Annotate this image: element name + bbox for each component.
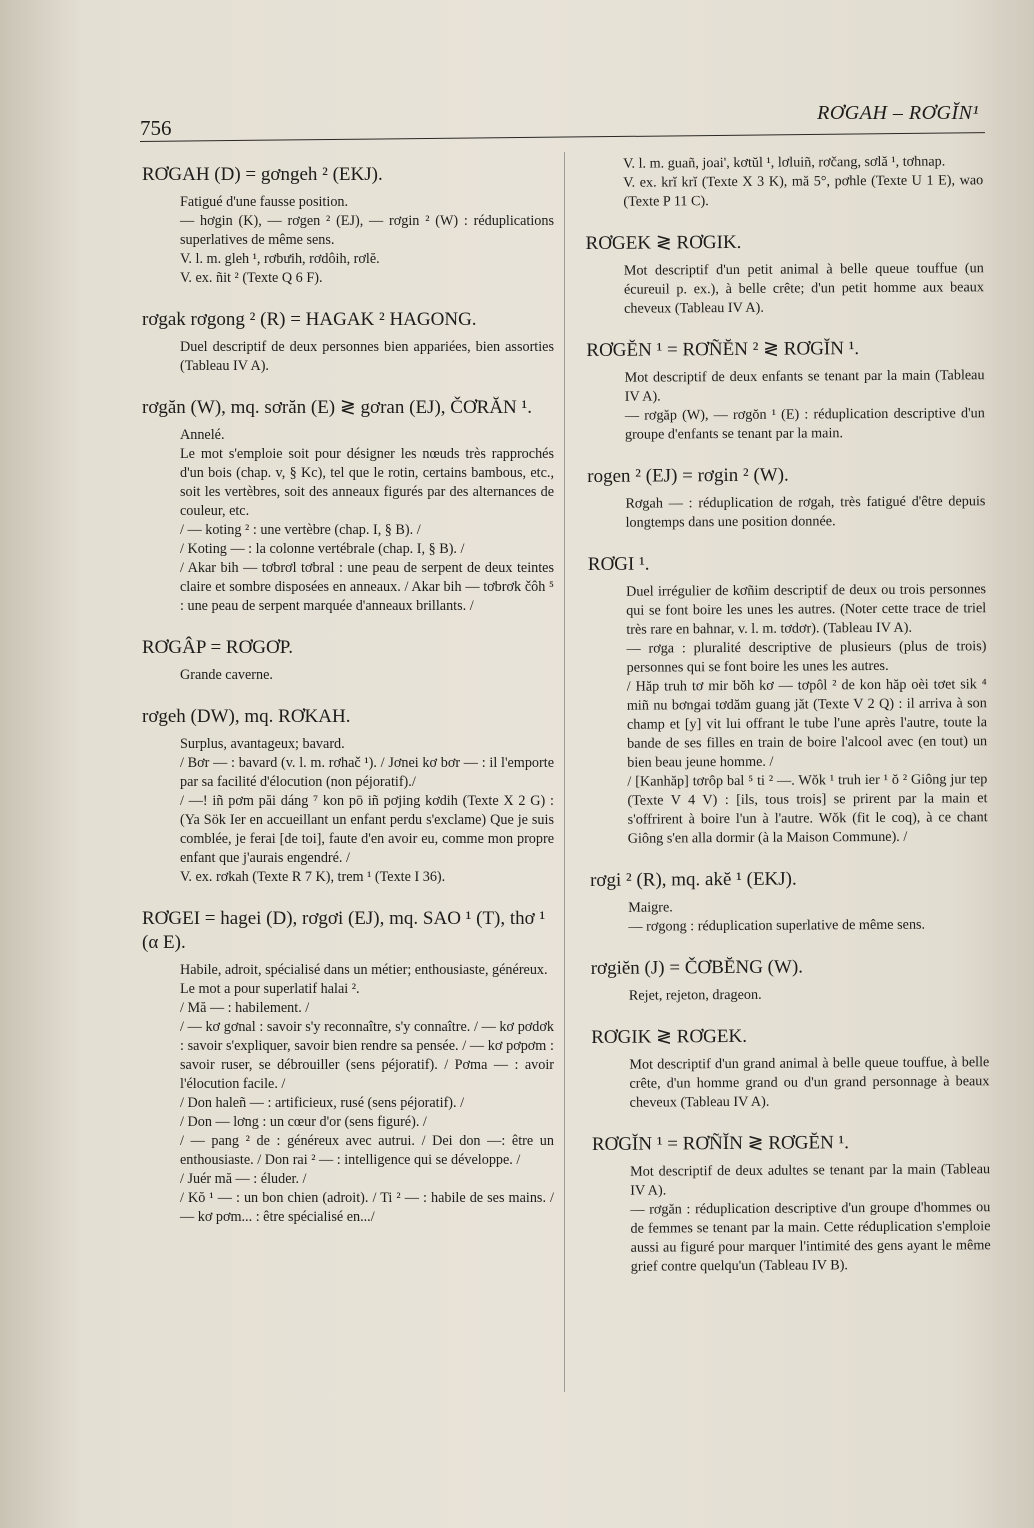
entry-line: Le mot s'emploie soit pour désigner les nœuds très rapprochés d'un bois (chap. v, § Kc), tel que le rotin, certains bambous, etc., soit les vertèbres, soit des anneaux figurés par des alternances de couleur, etc. bbox=[180, 446, 554, 519]
dictionary-entry bbox=[586, 336, 985, 445]
entry-body bbox=[587, 492, 985, 533]
right-column bbox=[585, 152, 991, 1297]
entry-line: / Mă — : habilement. / bbox=[180, 1000, 310, 1016]
entry-line: / Bơr — : bavard (v. l. m. rơhač ¹). / Jơnei kơ bơr — : il l'emporte par sa facilité d'élocution (non péjoratif)./ bbox=[180, 755, 554, 790]
entry-line: Duel descriptif de deux personnes bien appariées, bien assorties (Tableau IV A). bbox=[180, 339, 554, 374]
entry-line: / — kơ gơnal : savoir s'y reconnaître, s'y connaître. / — kơ pơdơk : savoir s'expliquer, savoir bien rendre sa pensée. / — kơ pơpơm : savoir ruser, se débrouiller (sens péjoratif). / Pơma — : avoir l'élocution facile. / bbox=[180, 1019, 554, 1092]
entry-line: Surplus, avantageux; bavard. bbox=[180, 736, 345, 752]
dictionary-entry bbox=[590, 866, 988, 937]
entry-line: Mot descriptif de deux enfants se tenant par la main (Tableau IV A). bbox=[624, 367, 985, 405]
entry-headword: RƠGĔN ¹ = RƠÑĔN ² ≷ RƠGĬN ¹. bbox=[586, 338, 860, 361]
entry-line: Le mot a pour superlatif halai ². bbox=[180, 981, 360, 997]
dictionary-entry bbox=[591, 1023, 990, 1113]
entry-line: — rơga : pluralité descriptive de plusieurs (plus de trois) personnes qui se font boire les unes les autres. bbox=[626, 638, 987, 676]
entry-body bbox=[591, 984, 989, 1006]
column-divider bbox=[564, 152, 565, 1392]
entry-line: / Hăp truh tơ mir bŏh kơ — tơpôl ² de kon hăp oèi tơet sik ⁴ miñ nu bơngai tơdăm guang jăt (Texte V 2 Q) : il arriva à son champ et [y] vit lui offrant le tube l'une après l'autre, toute la bande de ses filles en train de boire l'alcool avec (en tout) un bien beau jeune homme. / bbox=[626, 676, 988, 771]
entry-line: / — koting ² : une vertèbre (chap. I, § B). / bbox=[180, 522, 421, 538]
dictionary-entry bbox=[142, 636, 554, 685]
entry-line: V. ex. rơkah (Texte R 7 K), trem ¹ (Texte I 36). bbox=[180, 869, 446, 885]
dictionary-entry bbox=[592, 1130, 991, 1277]
entry-line: — hơgin (K), — rơgen ² (EJ), — rơgin ² (W) : réduplications superlatives de même sens. bbox=[180, 213, 554, 248]
entry-body bbox=[142, 338, 554, 376]
entry-headword: rơgiĕn (J) = ČƠBĔNG (W). bbox=[590, 956, 804, 979]
entry-line: Rejet, rejeton, drageon. bbox=[628, 986, 762, 1004]
entry-line: / Juér mă — : éluder. / bbox=[180, 1171, 307, 1187]
entry-headword: RƠGI ¹. bbox=[587, 553, 650, 575]
entry-line: / Kŏ ¹ — : un bon chien (adroit). / Ti ² — : habile de ses mains. / — kơ pơm... : être spécialisé en.../ bbox=[180, 1190, 554, 1225]
entry-headword: rogen ² (EJ) = rơgin ² (W). bbox=[587, 464, 789, 487]
entry-headword: rơgăn (W), mq. sơrăn (E) ≷ gơran (EJ), ČƠRĂN ¹. bbox=[142, 397, 532, 418]
entry-line: Mot descriptif d'un petit animal à belle queue touffue (un écureuil p. ex.), à belle crête; d'un petit homme aux beaux cheveux (Tableau IV A). bbox=[623, 260, 984, 317]
dictionary-entry bbox=[586, 229, 985, 319]
entry-body bbox=[591, 1053, 989, 1113]
dictionary-entry bbox=[588, 550, 988, 849]
running-title: RƠGAH – RƠGĬN¹ bbox=[817, 102, 979, 124]
entry-headword: RƠGAH (D) = gơngeh ² (EKJ). bbox=[142, 164, 383, 185]
entry-body bbox=[142, 735, 554, 887]
entry-body bbox=[142, 193, 554, 288]
entry-line: V. ex. ñit ² (Texte Q 6 F). bbox=[180, 270, 323, 286]
entry-line: Mot descriptif d'un grand animal à belle queue touffue, à belle crête, d'un homme grand ou d'un grand personnage à beaux cheveux (Tableau IV A). bbox=[629, 1054, 990, 1111]
entry-line: / Don — lơng : un cœur d'or (sens figuré). / bbox=[180, 1114, 427, 1130]
entry-line: Mot descriptif de deux adultes se tenant par la main (Tableau IV A). bbox=[630, 1161, 991, 1199]
entry-body bbox=[588, 580, 988, 849]
header-rule bbox=[140, 132, 985, 142]
entry-headword: RƠGEI = hagei (D), rơgơi (EJ), mq. SAO ¹ (T), thơ ¹ (α E). bbox=[142, 908, 546, 953]
entry-body bbox=[142, 426, 554, 616]
entry-line: V. l. m. guañ, joai', kơtŭl ¹, lơluiñ, rơčang, sơlă ¹, tơhnap. bbox=[623, 153, 946, 172]
entry-line: Rơgah — : réduplication de rơgah, très fatigué d'être depuis longtemps dans une position donnée. bbox=[625, 493, 986, 531]
dictionary-entry bbox=[142, 308, 554, 376]
entry-line: / Akar bih — tơbrơl tơbral : une peau de serpent de deux teintes claire et sombre disposées en anneaux. / Akar bih — tơbrơk čôh ⁵ : une peau de serpent marquée d'anneaux brillants. / bbox=[180, 560, 554, 614]
dictionary-entry bbox=[142, 396, 554, 616]
dictionary-entry bbox=[142, 907, 554, 1227]
dictionary-entry bbox=[591, 954, 989, 1006]
entry-body bbox=[142, 961, 554, 1227]
entry-line: / —! iñ pơm păi dáng ⁷ kon pō iñ pơjing kơdih (Texte X 2 G) : (Ya Sök Ier en accueillant un enfant perdu s'exclame) Que je suis comblée, je ferai [de toi], faute d'en avoir eu, comme mon propre enfant que j'aurais engendré. / bbox=[180, 793, 554, 866]
entry-line: V. ex. krĭ krĭ (Texte X 3 K), mă 5°, pơhle (Texte U 1 E), wao (Texte P 11 C). bbox=[623, 172, 984, 210]
entry-headword: RƠGĬN ¹ = RƠÑĬN ≷ RƠGĔN ¹. bbox=[591, 1132, 850, 1155]
dictionary-entry bbox=[585, 152, 983, 212]
entry-body bbox=[142, 666, 554, 685]
dictionary-entry bbox=[142, 705, 554, 887]
entry-body bbox=[590, 896, 988, 937]
entry-body bbox=[586, 259, 984, 319]
entry-line: / — pang ² de : généreux avec autrui. / Dei don —: être un enthousiaste. / Don rai ² — : intelligence qui se développe. / bbox=[180, 1133, 554, 1168]
page-number: 756 bbox=[140, 116, 172, 140]
entry-line: — rơgăp (W), — rơgŏn ¹ (E) : réduplication descriptive d'un groupe d'enfants se tenant par la main. bbox=[624, 405, 985, 443]
entry-line: Fatigué d'une fausse position. bbox=[180, 194, 349, 210]
entry-line: / Don haleñ — : artificieux, rusé (sens péjoratif). / bbox=[180, 1095, 465, 1111]
entry-headword: rơgak rơgong ² (R) = HAGAK ² HAGONG. bbox=[142, 309, 477, 330]
entry-body bbox=[592, 1160, 991, 1277]
entry-line: — rơgăn : réduplication descriptive d'un groupe d'hommes ou de femmes se tenant par la main. Cette réduplication s'emploie aussi au figuré pour marquer l'intimité des gens ayant le même grief contre quelqu'un (Tableau IV B). bbox=[630, 1199, 991, 1275]
entry-line: V. l. m. gleh ¹, rơbưih, rơdôih, rơlĕ. bbox=[180, 251, 380, 267]
dictionary-entry bbox=[587, 462, 985, 533]
entry-line: / Koting — : la colonne vertébrale (chap. I, § B). / bbox=[180, 541, 465, 557]
entry-line: / [Kanhăp] tơrôp bal ⁵ ti ² —. Wŏk ¹ truh ier ¹ ŏ ² Giông jur tep (Texte V 4 V) : [ils, tous trois] se prirent par la main et s'offrirent à boire l'un à l'autre. Wŏk (fit le coq), à ce chant Giông s'en alla dormir (à la Maison Commune). / bbox=[627, 771, 988, 847]
entry-line: Duel irrégulier de kơñim descriptif de deux ou trois personnes qui se font boire les unes les autres. (Noter cette trace de triel très rare en bahnar, v. l. m. tơdơr). (Tableau IV A). bbox=[625, 581, 987, 638]
left-column bbox=[142, 163, 554, 1247]
entry-headword: RƠGIK ≷ RƠGEK. bbox=[591, 1025, 748, 1048]
entry-line: Maigre. bbox=[628, 899, 673, 916]
dictionary-entry bbox=[142, 163, 554, 288]
entry-line: Annelé. bbox=[180, 427, 225, 443]
entry-line: Habile, adroit, spécialisé dans un métier; enthousiaste, généreux. bbox=[180, 962, 548, 978]
entry-headword: rơgeh (DW), mq. RƠKAH. bbox=[142, 706, 351, 727]
entry-body bbox=[586, 366, 985, 445]
entry-headword: RƠGEK ≷ RƠGIK. bbox=[585, 231, 742, 254]
entry-body bbox=[585, 152, 983, 212]
entry-line: Grande caverne. bbox=[180, 667, 273, 683]
entry-headword: RƠGÂP = RƠGƠP. bbox=[142, 637, 293, 658]
entry-headword: rơgi ² (R), mq. akĕ ¹ (EKJ). bbox=[589, 868, 797, 891]
entry-line: — rơgong : réduplication superlative de même sens. bbox=[628, 916, 926, 935]
